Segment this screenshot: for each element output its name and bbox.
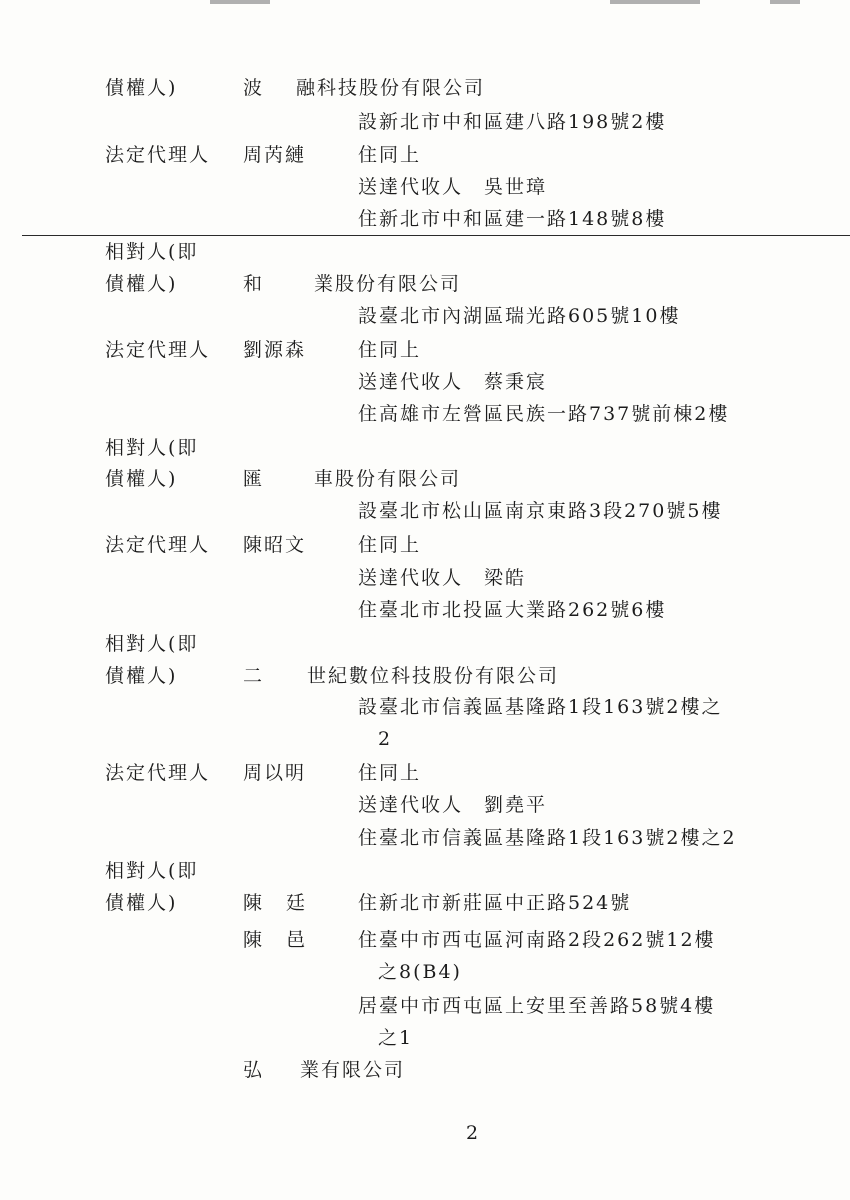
service-agent: 送達代收人 吳世璋 [358,176,548,198]
person-name-start: 陳 [243,929,265,951]
person-residence-continued: 之1 [378,1027,414,1049]
rep-address: 住同上 [358,534,422,556]
party-name-end: 車股份有限公司 [314,468,462,490]
role-prefix: 相對人(即 [105,633,199,655]
rep-address: 住同上 [358,762,422,784]
redaction [265,664,305,686]
party-name-start: 匯 [243,468,265,490]
person-address: 住新北市新莊區中正路524號 [358,892,632,914]
rep-name: 周芮縺 [243,144,307,166]
company-name-end: 業有限公司 [300,1059,406,1081]
person-address-continued: 之8(B4) [378,961,462,983]
rep-name: 周以明 [243,762,307,784]
role-label: 債權人) [105,468,178,490]
party-name-start: 和 [243,273,265,295]
rep-address: 住同上 [358,339,422,361]
redaction [266,928,284,950]
person-name-start: 陳 [243,892,265,914]
party-name-start: 波 [243,77,265,99]
rep-label: 法定代理人 [105,339,211,361]
role-prefix: 相對人(即 [105,860,199,882]
role-label: 債權人) [105,77,178,99]
service-agent: 送達代收人 劉堯平 [358,794,548,816]
party-name-end: 世紀數位科技股份有限公司 [307,665,560,687]
person-residence: 居臺中市西屯區上安里至善路58號4樓 [358,995,716,1017]
role-label: 債權人) [105,892,178,914]
service-agent: 送達代收人 蔡秉宸 [358,371,548,393]
redaction [268,467,312,489]
party-address: 設臺北市信義區基隆路1段163號2樓之 [358,696,723,718]
service-agent: 送達代收人 梁皓 [358,567,527,589]
party-address-continued: 2 [378,728,393,750]
role-label: 債權人) [105,273,178,295]
role-prefix: 相對人(即 [105,241,199,263]
party-address: 設臺北市松山區南京東路3段270號5樓 [358,500,723,522]
section-divider [22,235,850,236]
redaction [266,891,284,913]
role-prefix: 相對人(即 [105,437,199,459]
person-name-end: 廷 [286,892,308,914]
rep-label: 法定代理人 [105,144,211,166]
service-agent-address: 住臺北市信義區基隆路1段163號2樓之2 [358,827,737,849]
party-name-end: 業股份有限公司 [314,273,462,295]
person-address: 住臺中市西屯區河南路2段262號12樓 [358,929,716,951]
company-name-start: 弘 [243,1059,265,1081]
party-address: 設臺北市內湖區瑞光路605號10樓 [358,305,681,327]
party-address: 設新北市中和區建八路198號2樓 [358,111,667,133]
service-agent-address: 住高雄市左營區民族一路737號前棟2樓 [358,403,730,425]
rep-label: 法定代理人 [105,534,211,556]
scan-edge-marks [0,0,850,8]
page-number: 2 [466,1122,479,1144]
role-label: 債權人) [105,665,178,687]
party-name-end: 融科技股份有限公司 [296,77,486,99]
redaction [268,272,312,294]
rep-label: 法定代理人 [105,762,211,784]
redaction [266,1058,300,1080]
rep-name: 陳昭文 [243,534,307,556]
service-agent-address: 住臺北市北投區大業路262號6樓 [358,599,667,621]
person-name-end: 邑 [286,929,308,951]
rep-name: 劉源森 [243,339,307,361]
service-agent-address: 住新北市中和區建一路148號8樓 [358,208,667,230]
redaction [270,76,294,98]
rep-address: 住同上 [358,144,422,166]
party-name-start: 二 [243,665,265,687]
